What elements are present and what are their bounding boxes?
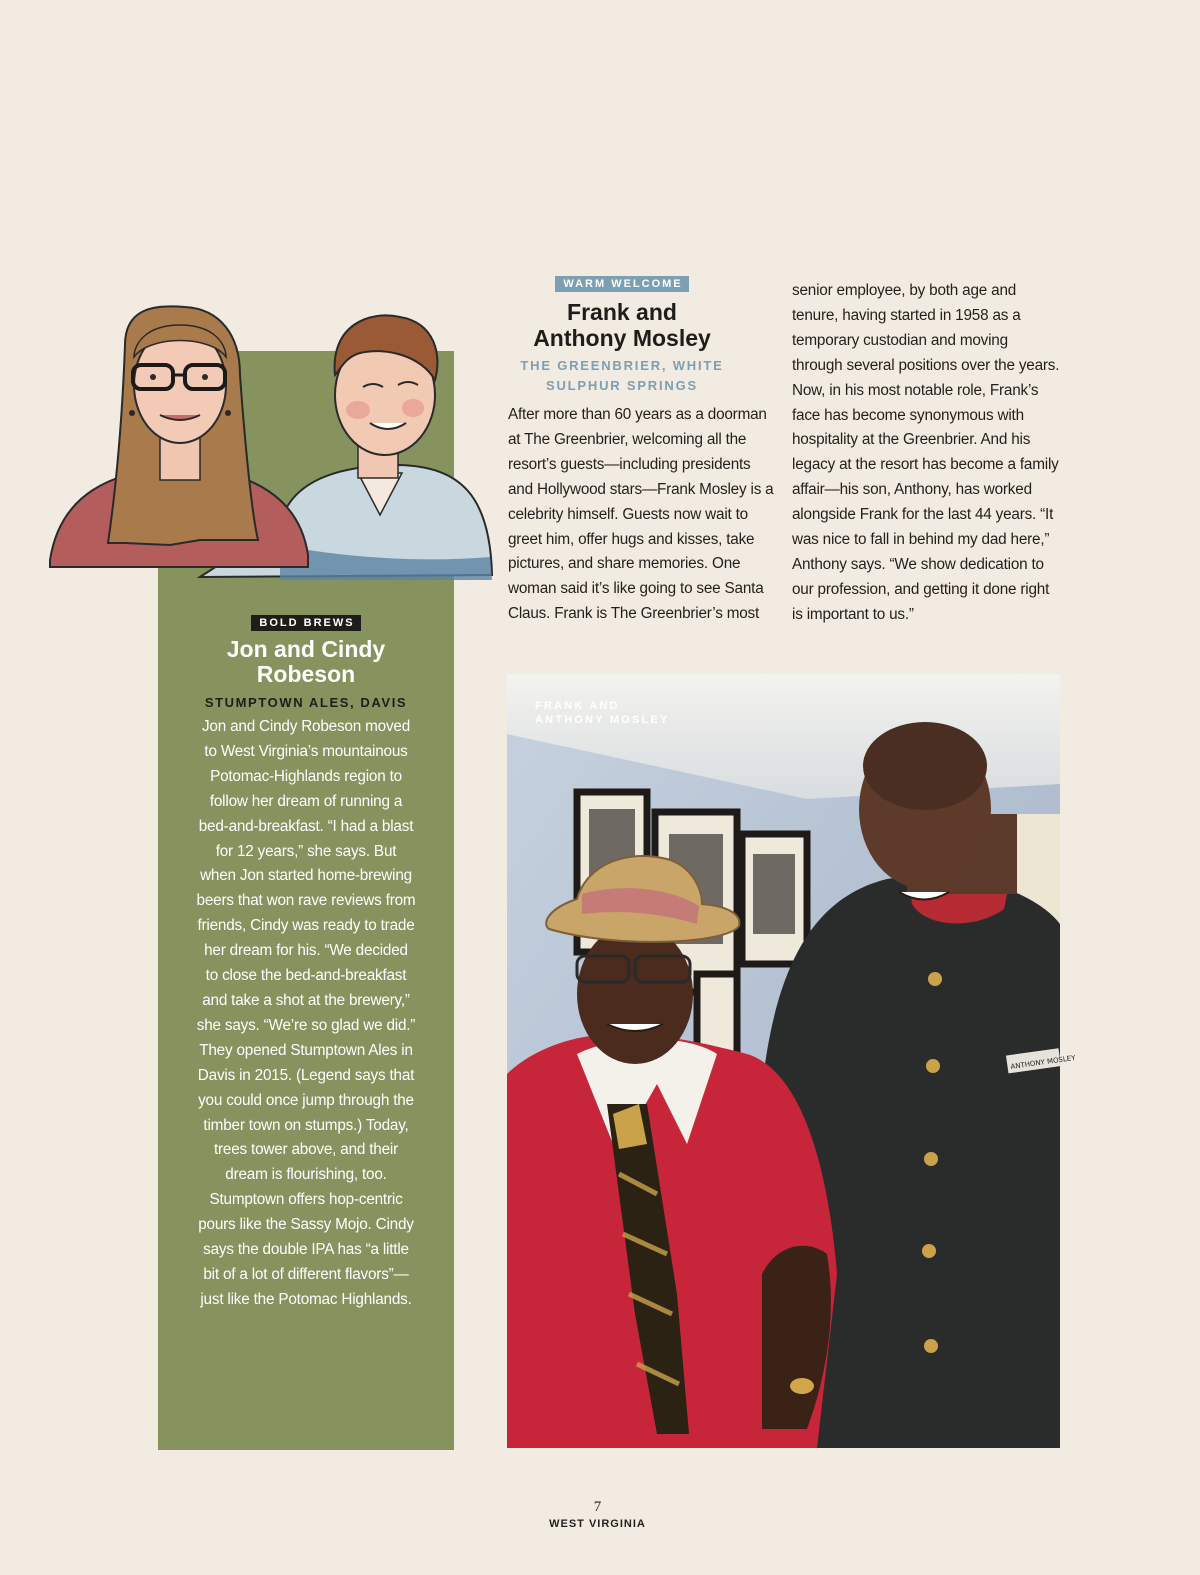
sidebar-subtitle: STUMPTOWN ALES, DAVIS [204,695,408,710]
photo-caption-line: FRANK AND [535,700,620,712]
feature-title-line: Frank and [567,299,677,325]
feature-body-column-2: senior employee, by both age and tenure, having started in 1958 as a temporary custodian and moving through several positions over the years. Now, in his most notable role, Frank’s face has become synonymous with hospitality at the Greenbrier. And his legacy at the resort has become a family affair—his son, Anthony, has worked alongside Frank for the last 44 years. “It was nice to fall in behind my dad here,” Anthony says. “We show dedication to our profession, and getting it done right is important to us.” [792,282,1060,623]
sidebar-title [158,637,454,687]
magazine-name: WEST VIRGINIA [549,1518,646,1530]
feature-body-column-1: After more than 60 years as a doorman at The Greenbrier, welcoming all the resort’s guests—including presidents and Hollywood stars—Frank Mosley is a celebrity himself. Guests now wait to greet him, offer hugs and kisses, take pictures, and share memories. One woman said it’s like going to see Santa Claus. Frank is The Greenbrier’s most [508,406,774,623]
page-number: 7 [593,1499,602,1515]
feature-title [508,299,736,351]
photo-caption-line: ANTHONY MOSLEY [535,714,670,726]
category-tag: WARM WELCOME [555,276,688,292]
sidebar-body-text: Jon and Cindy Robeson moved to West Virginia’s mountainous Potomac-Highlands region to follow her dream of running a bed-and-breakfast. “I had a blast for 12 years,” she says. But when Jon started home-brewing beers that won rave reviews from friends, Cindy was ready to trade her dream for his. “We decided to close the bed-and-breakfast and take a shot at the brewery,” she says. “We’re so glad we did.” They opened Stumptown Ales in Davis in 2015. (Legend says that you could once jump through the timber town on stumps.) Today, trees tower above, and their dream is flourishing, too. Stumptown offers hop-centric pours like the Sassy Mojo. Cindy says the double IPA has “a little bit of a lot of different flavors”—just like the Potomac Highlands. [196,718,416,1308]
sidebar-title-line: Jon and Cindy [226,636,386,662]
feature-subtitle-line: THE GREENBRIER, WHITE [520,358,724,373]
feature-subtitle-line: SULPHUR SPRINGS [546,378,698,393]
feature-title-line: Anthony Mosley [533,325,711,351]
photo-caption [535,699,670,727]
category-tag: BOLD BREWS [251,615,360,631]
mosley-photo [507,674,1076,1448]
robeson-illustration [40,295,500,595]
sidebar-title-line: Robeson [256,661,356,687]
feature-subtitle [508,356,736,396]
feature-tag-wrap [508,274,736,292]
name-tag-text: ANTHONY MOSLEY [1010,1053,1076,1071]
sidebar-tag-wrap [158,613,454,631]
